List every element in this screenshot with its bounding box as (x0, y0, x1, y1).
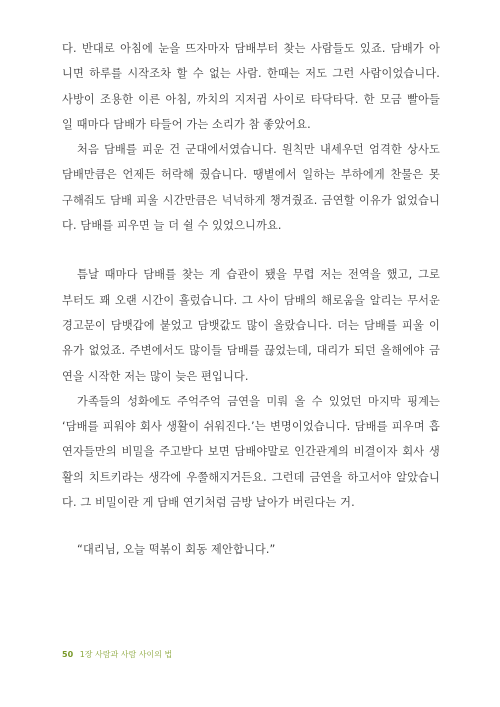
section-gap (62, 238, 440, 262)
section-gap (62, 515, 440, 537)
text-line: 유가 없었죠. 주변에서도 많이들 담배를 끊었는데, 대리가 되던 올해에야 금 (62, 344, 440, 358)
page-number: 50 (62, 650, 74, 659)
body-text (62, 36, 440, 563)
text-line: 연자들만의 비밀을 주고받다 보면 담배야말로 인간관계의 비결이자 회사 생 (62, 445, 440, 459)
chapter-title: 1장 사람과 사람 사이의 법 (79, 650, 173, 659)
text-line: 담배만큼은 언제든 허락해 줬습니다. 땡볕에서 일하는 부하에게 찬물은 못 (62, 168, 440, 182)
text-line: 처음 담배를 피운 건 군대에서였습니다. 원칙만 내세우던 엄격한 상사도 (77, 143, 440, 157)
text-line: 다. 담배를 피우면 늘 더 쉴 수 있었으니까요. (62, 219, 282, 233)
text-line: 일 때마다 담배가 타들어 가는 소리가 참 좋았어요. (62, 117, 311, 131)
paragraph (62, 389, 440, 515)
text-line: 활의 치트키라는 생각에 우쭐해지거든요. 그런데 금연을 하고서야 알았습니 (62, 470, 440, 484)
text-line: 가족들의 성화에도 주억주억 금연을 미뤄 올 수 있었던 마지막 핑계는 (77, 394, 440, 408)
dialogue-paragraph (62, 537, 440, 562)
page-footer (62, 649, 172, 660)
text-line: ‘담배를 피워야 회사 생활이 쉬워진다.’는 변명이었습니다. 담배를 피우며 흡 (62, 420, 440, 434)
text-line: “대리님, 오늘 떡볶이 회동 제안합니다.” (77, 543, 276, 557)
text-line: 연을 시작한 저는 많이 늦은 편입니다. (62, 369, 249, 383)
text-line: 구해줘도 담배 피울 시간만큼은 넉넉하게 챙겨줬죠. 금연할 이유가 없었습니 (62, 193, 440, 207)
text-line: 다. 반대로 아침에 눈을 뜨자마자 담배부터 찾는 사람들도 있죠. 담배가 아 (62, 42, 440, 55)
text-line: 부터도 꽤 오랜 시간이 흘렀습니다. 그 사이 담배의 해로움을 알리는 무서운 (62, 293, 440, 307)
text-line: 사방이 조용한 이른 아침, 까치의 지저귐 사이로 타닥타닥. 한 모금 빨아들 (62, 92, 440, 106)
paragraph (62, 36, 440, 137)
text-line: 다. 그 비밀이란 게 담배 연기처럼 금방 날아가 버린다는 거. (62, 496, 355, 510)
text-line: 니면 하루를 시작조차 할 수 없는 사람. 한때는 저도 그런 사람이었습니다. (62, 67, 440, 81)
text-line: 경고문이 담뱃갑에 붙었고 담뱃값도 많이 올랐습니다. 더는 담배를 피울 이 (62, 318, 440, 332)
text-line: 틈날 때마다 담배를 찾는 게 습관이 됐을 무렵 저는 전역을 했고, 그로 (77, 268, 440, 282)
paragraph (62, 137, 440, 238)
paragraph (62, 262, 440, 388)
